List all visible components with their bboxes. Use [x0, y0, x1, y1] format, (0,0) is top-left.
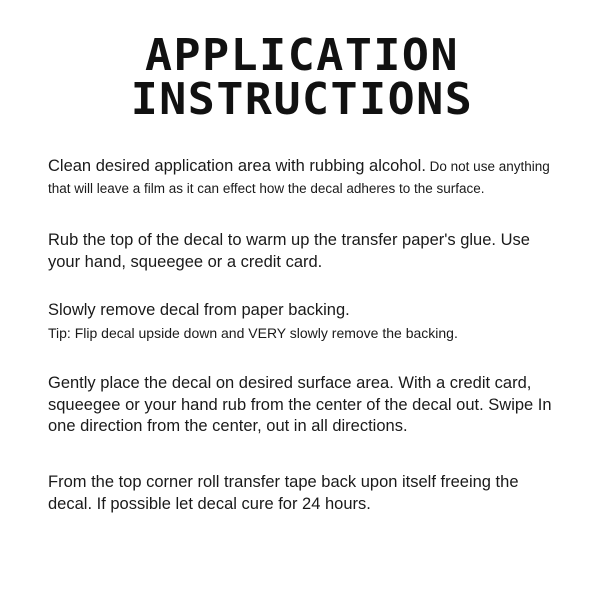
- step-4-lead: Gently place the decal on desired surface area. With a credit card, squeegee or your hand rub from the center of the decal out. Swipe In one direction from the center, out in all directions.: [48, 373, 552, 436]
- instruction-step-3: [48, 300, 556, 343]
- step-5-lead: From the top corner roll transfer tape back upon itself freeing the decal. If possible let decal cure for 24 hours.: [48, 473, 519, 514]
- step-2-lead: Rub the top of the decal to warm up the transfer paper's glue. Use your hand, squeegee or a credit card.: [48, 230, 530, 271]
- step-1-detail: Do not use anything that will leave a film as it can effect how the decal adheres to the surface.: [48, 159, 550, 196]
- instruction-step-4: [48, 373, 556, 439]
- instructions-body: [48, 156, 556, 516]
- step-3-tip: Tip: Flip decal upside down and VERY slowly remove the backing.: [48, 324, 458, 341]
- step-3-lead: Slowly remove decal from paper backing.: [48, 300, 350, 319]
- instruction-step-5: [48, 472, 556, 516]
- step-1-lead: Clean desired application area with rubbing alcohol.: [48, 157, 426, 175]
- instruction-step-2: [48, 230, 556, 274]
- instruction-step-1: [48, 156, 556, 200]
- page-title: APPLICATION INSTRUCTIONS: [130, 30, 474, 125]
